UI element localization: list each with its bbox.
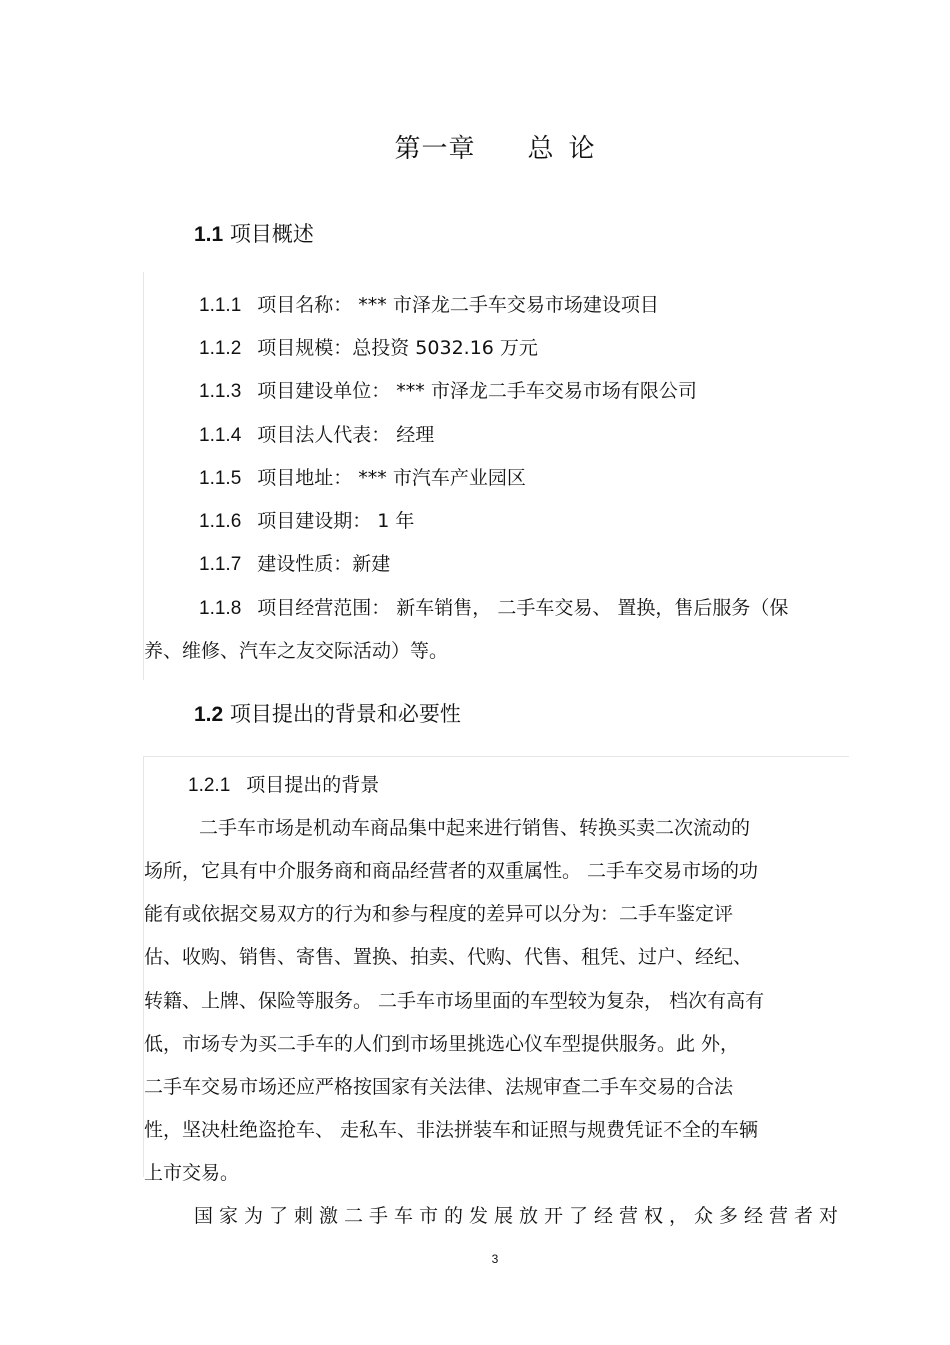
chapter-title-left: 第一章: [394, 134, 476, 164]
paragraph-line: 能有或依据交易双方的行为和参与程度的差异可以分为：二手车鉴定评: [144, 903, 734, 925]
list-item: [199, 420, 434, 447]
item-number: 1.1.2: [199, 338, 242, 359]
list-item: [199, 290, 659, 317]
item-text: 项目建设单位： *** 市泽龙二手车交易市场有限公司: [257, 380, 697, 402]
paragraph-line: 性，坚决杜绝盗抢车、 走私车、非法拼装车和证照与规费凭证不全的车辆: [144, 1119, 759, 1141]
item-number: 1.1.7: [199, 554, 242, 575]
horizontal-rule: [143, 756, 849, 757]
section-heading-1-1: [194, 218, 314, 248]
list-item: [199, 506, 414, 533]
list-item-continuation: 养、维修、汽车之友交际活动）等。: [144, 640, 449, 662]
item-text: 建设性质：新建: [257, 553, 391, 575]
item-number: 1.1.5: [199, 468, 242, 489]
section-title: 项目提出的背景和必要性: [229, 702, 461, 726]
paragraph-line: 上市交易。: [144, 1162, 240, 1184]
paragraph-line: 场所，它具有中介服务商和商品经营者的双重属性。 二手车交易市场的功: [144, 860, 759, 882]
item-text: 项目地址： *** 市汽车产业园区: [257, 467, 526, 489]
paragraph-line: 二手车交易市场还应严格按国家有关法律、法规审查二手车交易的合法: [144, 1076, 734, 1098]
page-number: 3: [491, 1252, 499, 1266]
paragraph-line: 估、收购、销售、寄售、置换、拍卖、代购、代售、租凭、过户、经纪、: [144, 946, 753, 968]
list-item: [199, 463, 526, 490]
item-text: 项目规模：总投资 5032.16 万元: [257, 337, 538, 359]
item-number: 1.1.1: [199, 295, 242, 316]
paragraph-line: 低，市场专为买二手车的人们到市场里挑选心仪车型提供服务。此 外，: [144, 1033, 740, 1055]
item-number: 1.1.6: [199, 511, 242, 532]
list-item: [199, 376, 697, 403]
chapter-title: [0, 128, 950, 165]
subsection-title: 项目提出的背景: [246, 774, 380, 796]
item-number: 1.1.8: [199, 598, 242, 619]
paragraph-line: 转籍、上牌、保险等服务。 二手车市场里面的车型较为复杂， 档次有高有: [144, 990, 765, 1012]
item-text: 项目法人代表： 经理: [257, 424, 435, 446]
item-text: 项目名称： *** 市泽龙二手车交易市场建设项目: [257, 294, 659, 316]
section-title: 项目概述: [229, 222, 314, 246]
item-text: 项目经营范围： 新车销售， 二手车交易、 置换，售后服务（保: [257, 597, 789, 619]
item-text: 项目建设期： 1 年: [257, 510, 415, 532]
item-number: 1.1.4: [199, 425, 242, 446]
list-item: [199, 593, 788, 620]
subsection-heading-1-2-1: [188, 770, 379, 797]
list-item: [199, 333, 538, 360]
section-heading-1-2: [194, 698, 461, 728]
section-number: 1.1: [194, 223, 224, 246]
item-number: 1.1.3: [199, 381, 242, 402]
subsection-number: 1.2.1: [188, 775, 231, 796]
chapter-title-word-1: 总: [527, 134, 555, 164]
list-item: [199, 549, 390, 576]
section-number: 1.2: [194, 703, 224, 726]
paragraph-line: 二手车市场是机动车商品集中起来进行销售、转换买卖二次流动的: [199, 817, 751, 839]
paragraph-line: 国家为了刺激二手车市的发展放开了经营权，众多经营者对: [194, 1205, 845, 1227]
chapter-title-word-2: 论: [568, 134, 596, 164]
margin-rule: [143, 272, 144, 680]
